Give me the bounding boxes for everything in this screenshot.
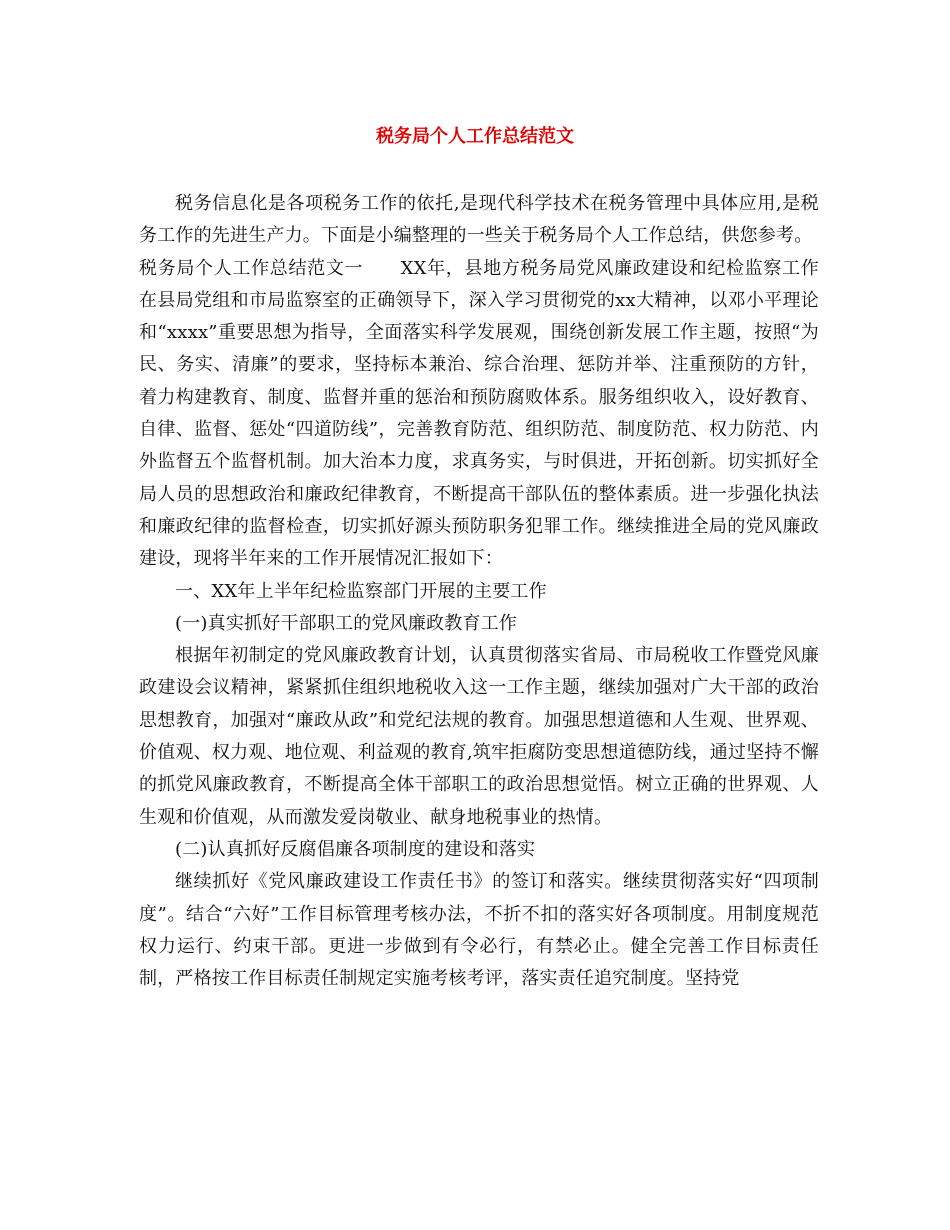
paragraph-summary-one: 税务局个人工作总结范文一 XX年，县地方税务局党风廉政建设和纪检监察工作在县局党组和市局监察室的正确领导下，深入学习贯彻党的xx大精神，以邓小平理论和“xxxx”重要思想为指导，全面落实科学发展观，围绕创新发展工作主题，按照“为民、务实、清廉”的要求，坚持标本兼治、综合治理、惩防并举、注重预防的方针，着力构建教育、制度、监督并重的惩治和预防腐败体系。服务组织收入，设好教育、自律、监督、惩处“四道防线”，完善教育防范、组织防范、制度防范、权力防范、内外监督五个监督机制。加大治本力度，求真务实，与时俱进，开拓创新。切实抓好全局人员的思想政治和廉政纪律教育，不断提高干部队伍的整体素质。进一步强化执法和廉政纪律的监督检查，切实抓好源头预防职务犯罪工作。继续推进全局的党风廉政建设，现将半年来的工作开展情况汇报如下： — [139, 257, 819, 570]
subsection-heading-2: (二)认真抓好反腐倡廉各项制度的建设和落实 — [175, 838, 536, 860]
document-body — [139, 188, 819, 995]
paragraph-system: 继续抓好《党风廉政建设工作责任书》的签订和落实。继续贯彻落实好“四项制度”。结合“六好”工作目标管理考核办法，不折不扣的落实好各项制度。用制度规范权力运行、约束干部。更进一步做到有令必行，有禁必止。健全完善工作目标责任制，严格按工作目标责任制规定实施考核考评，落实责任追究制度。坚持党 — [139, 871, 819, 990]
section-heading-1: 一、XX年上半年纪检监察部门开展的主要工作 — [175, 580, 547, 602]
subsection-heading-1: (一)真实抓好干部职工的党风廉政教育工作 — [175, 612, 518, 634]
document-title: 税务局个人工作总结范文 — [376, 126, 574, 147]
paragraph-intro: 税务信息化是各项税务工作的依托,是现代科学技术在税务管理中具体应用,是税务工作的先进生产力。下面是小编整理的一些关于税务局个人工作总结，供您参考。 — [139, 193, 819, 247]
paragraph-education: 根据年初制定的党风廉政教育计划，认真贯彻落实省局、市局税收工作暨党风廉政建设会议精神，紧紧抓住组织地税收入这一工作主题，继续加强对广大干部的政治思想教育，加强对“廉政从政”和党纪法规的教育。加强思想道德和人生观、世界观、价值观、权力观、地位观、利益观的教育,筑牢拒腐防变思想道德防线，通过坚持不懈的抓党风廉政教育，不断提高全体干部职工的政治思想觉悟。树立正确的世界观、人生观和价值观，从而激发爱岗敬业、献身地税事业的热情。 — [139, 645, 819, 828]
